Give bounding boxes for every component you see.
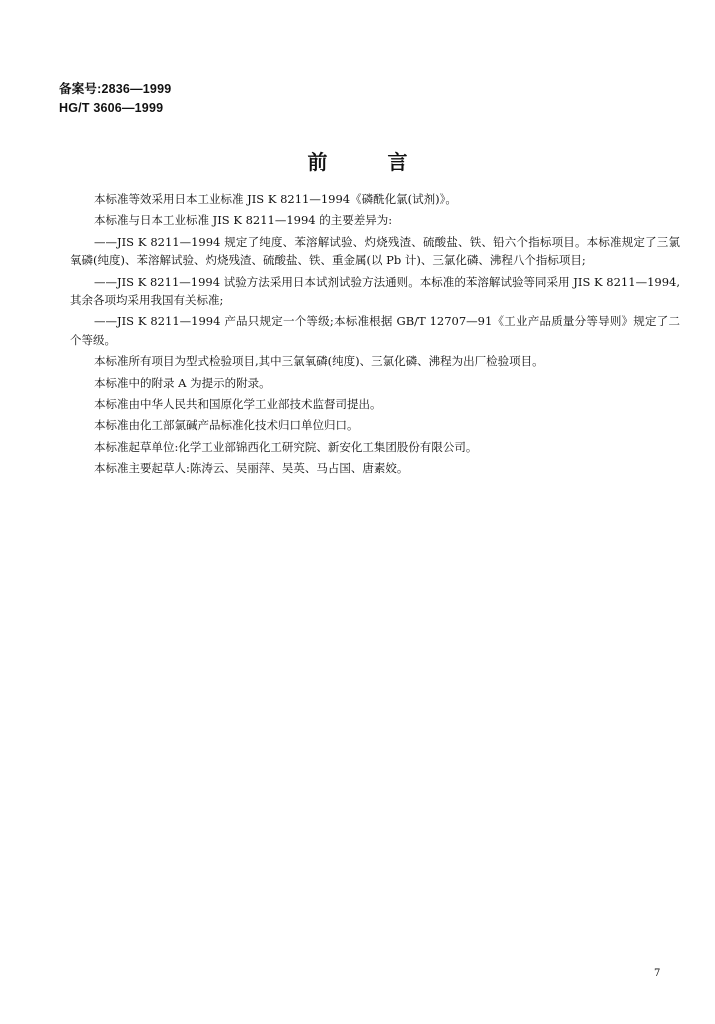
- filing-number: 备案号:2836—1999: [59, 82, 172, 96]
- paragraph-difference-methods: ——JIS K 8211—1994 试验方法采用日本试剂试验方法通则。本标准的苯溶解试验等同采用 JIS K 8211—1994,其余各项均采用我国有关标准;: [70, 274, 680, 308]
- paragraph-administrator: 本标准由化工部氯碱产品标准化技术归口单位归口。: [94, 418, 359, 433]
- page-number: 7: [654, 968, 661, 979]
- paragraph-drafters: 本标准主要起草人:陈涛云、吴丽萍、吴英、马占国、唐素姣。: [94, 461, 409, 476]
- paragraph-drafting-units: 本标准起草单位:化学工业部锦西化工研究院、新安化工集团股份有限公司。: [94, 439, 478, 454]
- paragraph-inspection: 本标准所有项目为型式检验项目,其中三氯氧磷(纯度)、三氯化磷、沸程为出厂检验项目。: [94, 354, 544, 369]
- paragraph-differences-intro: 本标准与日本工业标准 JIS K 8211—1994 的主要差异为:: [94, 213, 393, 228]
- paragraph-difference-grades: ——JIS K 8211—1994 产品只规定一个等级;本标准根据 GB/T 12707—91《工业产品质量分等导则》规定了二个等级。: [70, 314, 680, 347]
- document-header: [59, 80, 171, 118]
- paragraph-adoption: 本标准等效采用日本工业标准 JIS K 8211—1994《磷酰化氯(试剂)》。: [94, 192, 457, 206]
- page-title: 前言: [307, 150, 468, 174]
- foreword-body: [70, 190, 680, 481]
- paragraph-proposer: 本标准由中华人民共和国原化学工业部技术监督司提出。: [94, 397, 382, 412]
- standard-code: HG/T 3606—1999: [59, 101, 164, 115]
- paragraph-appendix: 本标准中的附录 A 为提示的附录。: [94, 375, 271, 390]
- paragraph-difference-items: ——JIS K 8211—1994 规定了纯度、苯溶解试验、灼烧残渣、硫酸盐、铁、铅六个指标项目。本标准规定了三氯氧磷(纯度)、苯溶解试验、灼烧残渣、硫酸盐、铁、重金属(以 Pb 计)、三氯化磷、沸程八个指标项目;: [70, 234, 680, 268]
